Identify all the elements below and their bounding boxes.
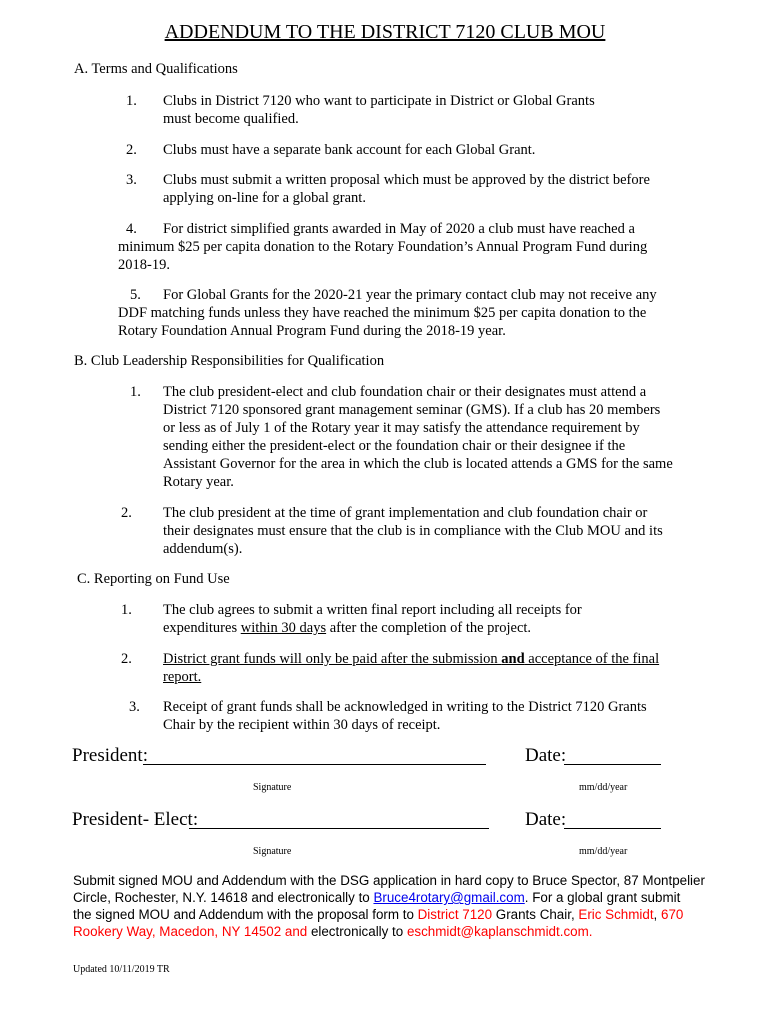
list-item-line: or less as of July 1 of the Rotary year it may satisfy the attendance requirement by <box>163 420 640 436</box>
list-item-line: DDF matching funds unless they have reached the minimum $25 per capita donation to the <box>118 305 647 321</box>
item-number: 1. <box>130 384 141 400</box>
list-item-line: Clubs must have a separate bank account for each Global Grant. <box>163 142 536 158</box>
list-item-line: their designates must ensure that the club is in compliance with the Club MOU and its <box>163 523 663 539</box>
list-item-line: The club agrees to submit a written final report including all receipts for <box>163 602 582 618</box>
president-elect-date-field[interactable] <box>564 828 661 829</box>
list-item-line: Rotary year. <box>163 474 234 490</box>
red-text: Rookery Way, Macedon, NY 14502 and <box>73 924 308 939</box>
instructions-line: Submit signed MOU and Addendum with the DSG application in hard copy to Bruce Spector, 87 Montpelier <box>73 873 705 888</box>
list-item-line: District 7120 sponsored grant management seminar (GMS). If a club has 20 members <box>163 402 661 418</box>
red-text: eschmidt@kaplanschmidt.com. <box>406 924 593 939</box>
signature-caption: Signature <box>253 782 292 793</box>
bold-text: and <box>501 651 525 667</box>
text-run: after the completion of the project. <box>326 620 532 636</box>
red-text: Eric Schmidt <box>578 907 654 922</box>
president-elect-label: President- Elect: <box>72 809 199 830</box>
list-item-line: sending either the president-elect or the foundation chair or their designee if the <box>163 438 626 454</box>
list-item-line: applying on-line for a global grant. <box>163 190 366 206</box>
instructions-line <box>73 923 592 940</box>
instructions-line <box>73 906 683 923</box>
text-run: acceptance of the final <box>524 651 660 667</box>
section-b-heading: B. Club Leadership Responsibilities for Qualification <box>74 353 385 369</box>
item-number: 2. <box>121 505 132 521</box>
text-run: Circle, Rochester, N.Y. 14618 and electronically to <box>73 890 374 905</box>
item-number: 3. <box>126 172 137 188</box>
text-run: Grants Chair, <box>492 907 579 922</box>
date-label: Date: <box>525 745 567 766</box>
date-label: Date: <box>525 809 567 830</box>
item-number: 1. <box>121 602 132 618</box>
president-date-field[interactable] <box>564 764 661 765</box>
list-item-line: report. <box>163 669 202 685</box>
text-run: expenditures <box>163 620 241 636</box>
list-item-line: The club president at the time of grant implementation and club foundation chair or <box>163 505 648 521</box>
date-caption: mm/dd/year <box>579 846 628 857</box>
footer-updated: Updated 10/11/2019 TR <box>73 964 170 975</box>
text-run: the signed MOU and Addendum with the proposal form to <box>73 907 418 922</box>
section-c-heading: C. Reporting on Fund Use <box>77 571 230 587</box>
red-text: District 7120 <box>417 907 493 922</box>
date-caption: mm/dd/year <box>579 782 628 793</box>
item-number: 2. <box>126 142 137 158</box>
list-item-line: Rotary Foundation Annual Program Fund during the 2018-19 year. <box>118 323 506 339</box>
list-item-line: Assistant Governor for the area in which the club is located attends a GMS for the same <box>163 456 673 472</box>
list-item-line: 2018-19. <box>118 257 170 273</box>
list-item-line: Chair by the recipient within 30 days of receipt. <box>163 717 441 733</box>
list-item-line <box>163 619 531 637</box>
section-a-heading: A. Terms and Qualifications <box>74 61 238 77</box>
text-run: District grant funds will only be paid after the submission <box>163 651 502 667</box>
list-item-line: must become qualified. <box>163 111 299 127</box>
item-number: 1. <box>126 93 137 109</box>
list-item-line <box>163 650 659 668</box>
text-run: . For a global grant submit <box>524 890 681 905</box>
list-item-line: addendum(s). <box>163 541 243 557</box>
text-run: electronically to <box>307 924 407 939</box>
item-number: 3. <box>129 699 140 715</box>
item-number: 2. <box>121 651 132 667</box>
list-item-line: For district simplified grants awarded in May of 2020 a club must have reached a <box>163 221 635 237</box>
president-signature-field[interactable] <box>143 764 486 765</box>
list-item-line: Clubs in District 7120 who want to participate in District or Global Grants <box>163 93 595 109</box>
red-text: 670 <box>661 907 684 922</box>
item-number: 4. <box>126 221 137 237</box>
list-item-line: For Global Grants for the 2020-21 year the primary contact club may not receive any <box>163 287 657 303</box>
text-run: , <box>653 907 661 922</box>
instructions-line <box>73 889 680 906</box>
underlined-text: within 30 days <box>240 620 327 636</box>
email-link-bruce[interactable]: Bruce4rotary@gmail.com <box>373 890 525 905</box>
president-elect-signature-field[interactable] <box>189 828 489 829</box>
list-item-line: minimum $25 per capita donation to the Rotary Foundation’s Annual Program Fund during <box>118 239 648 255</box>
list-item-line: The club president-elect and club foundation chair or their designates must attend a <box>163 384 647 400</box>
list-item-line: Receipt of grant funds shall be acknowledged in writing to the District 7120 Grants <box>163 699 647 715</box>
president-label: President: <box>72 745 148 766</box>
signature-caption: Signature <box>253 846 292 857</box>
page-title: ADDENDUM TO THE DISTRICT 7120 CLUB MOU <box>164 21 606 43</box>
item-number: 5. <box>130 287 141 303</box>
list-item-line: Clubs must submit a written proposal which must be approved by the district before <box>163 172 650 188</box>
